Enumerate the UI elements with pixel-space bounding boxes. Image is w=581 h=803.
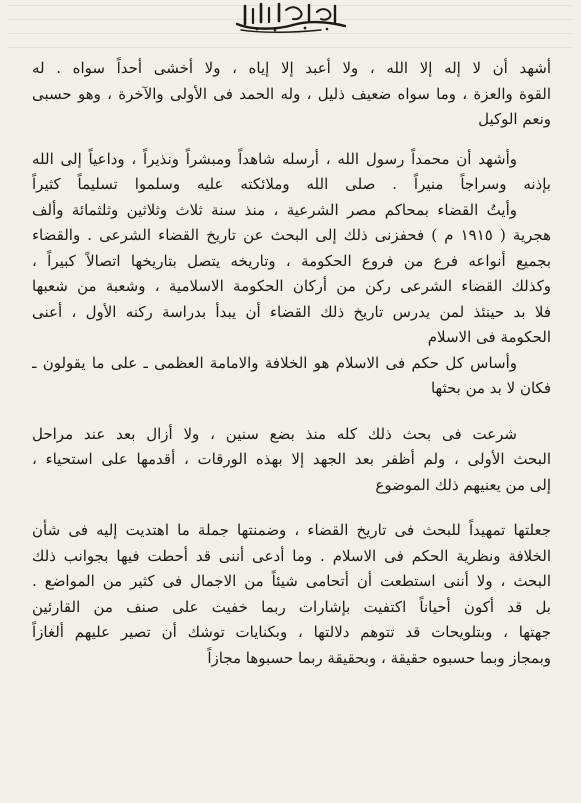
text-line: إلى من يعنيهم ذلك الموضوع [375,475,551,494]
text-line: وبمجاز وبما حسبوه حقيقة ، وبحقيقة ربما حسبوها مجازاً [207,648,551,667]
preface-text [32,56,551,671]
text-line: بل قد أكون أحياناً اكتفيت بإشارات ربما خفيت على صنف من القارئين [32,597,551,616]
text-line: جعلتها تمهيداً للبحث فى تاريخ القضاء ، وضمنتها جملة ما اهتديت إليه فى شأن [32,521,551,539]
paragraph-judiciary [32,198,551,351]
text-line: فكان لا بد من بحثها [430,379,551,397]
basmala-calligraphy-drawing [231,0,351,34]
text-line: فلا بد حينئذ لمن يدرس تاريخ ذلك القضاء أن يبدأ بدراسة ركنه الأول ، أعنى [32,302,551,321]
paragraph-prophet [32,147,551,198]
text-line: أشهد أن لا إله إلا الله ، ولا أعبد إلا إياه ، ولا أخشى أحداً سواه . له [32,59,551,77]
text-line: البحث ، ولا أننى استطعت أن أتحامى شيئاً من الاجمال فى كثير من المواضع . [32,572,551,590]
text-line: وأيتُ القضاء بمحاكم مصر الشرعية ، منذ سنة ثلاث وثلاثين وثلثمائة وألف [32,200,517,219]
text-line: وأساس كل حكم فى الاسلام هو الخلافة والامامة العظمى ـ على ما يقولون ـ [32,353,517,372]
text-line: ونعم الوكيل [478,110,551,128]
text-line: بجميع أنواعه فرع من فروع الحكومة ، وتاريخه يتصل بتاريخها اتصالاً كبيراً ، [32,251,551,270]
text-line: الحكومة فى الاسلام [427,328,551,346]
text-line: وأشهد أن محمداً رسول الله ، أرسله شاهداً ومبشراً ونذيراً ، وداعياً إلى الله [32,149,517,168]
text-line: الخلافة ونظرية الحكم فى الاسلام . وما أدعى أننى قد أحطت فيها بجوانب ذلك [32,546,551,565]
paragraph-caliphate [32,351,551,402]
text-line: بإذنه وسراجاً منيراً . صلى الله وملائكته عليه وسلموا تسليماً كثيراً [32,175,551,193]
text-line: هجرية ( ١٩١٥ م ) فحفزنى ذلك إلى البحث عن تاريخ القضاء الشرعى . والقضاء [32,226,551,244]
text-line: وكذلك القضاء الشرعى ركن من أركان الحكومة الاسلامية ، وشعبة من شعبها [32,277,551,295]
text-line: جهتها ، وبتلويحات قد تتوهم دلالتها ، وبكنايات توشك أن تصير عليهم ألغازاً [32,623,551,641]
text-line: شرعت فى بحث ذلك كله منذ بضع سنين ، ولا أزال بعد عند مراحل [32,424,517,443]
text-line: البحث الأولى ، ولم أظفر بعد الجهد إلا بهذه الورقات ، أقدمها على استحياء ، [32,450,551,468]
paragraph-introduction [32,518,551,671]
basmala-calligraphy [0,0,581,34]
text-line: القوة والعزة ، وما سواه ضعيف ذليل ، وله الحمد فى الأولى والآخرة ، وهو حسبى [32,84,551,103]
paragraph-research [32,422,551,499]
paragraph-testimony [32,56,551,133]
